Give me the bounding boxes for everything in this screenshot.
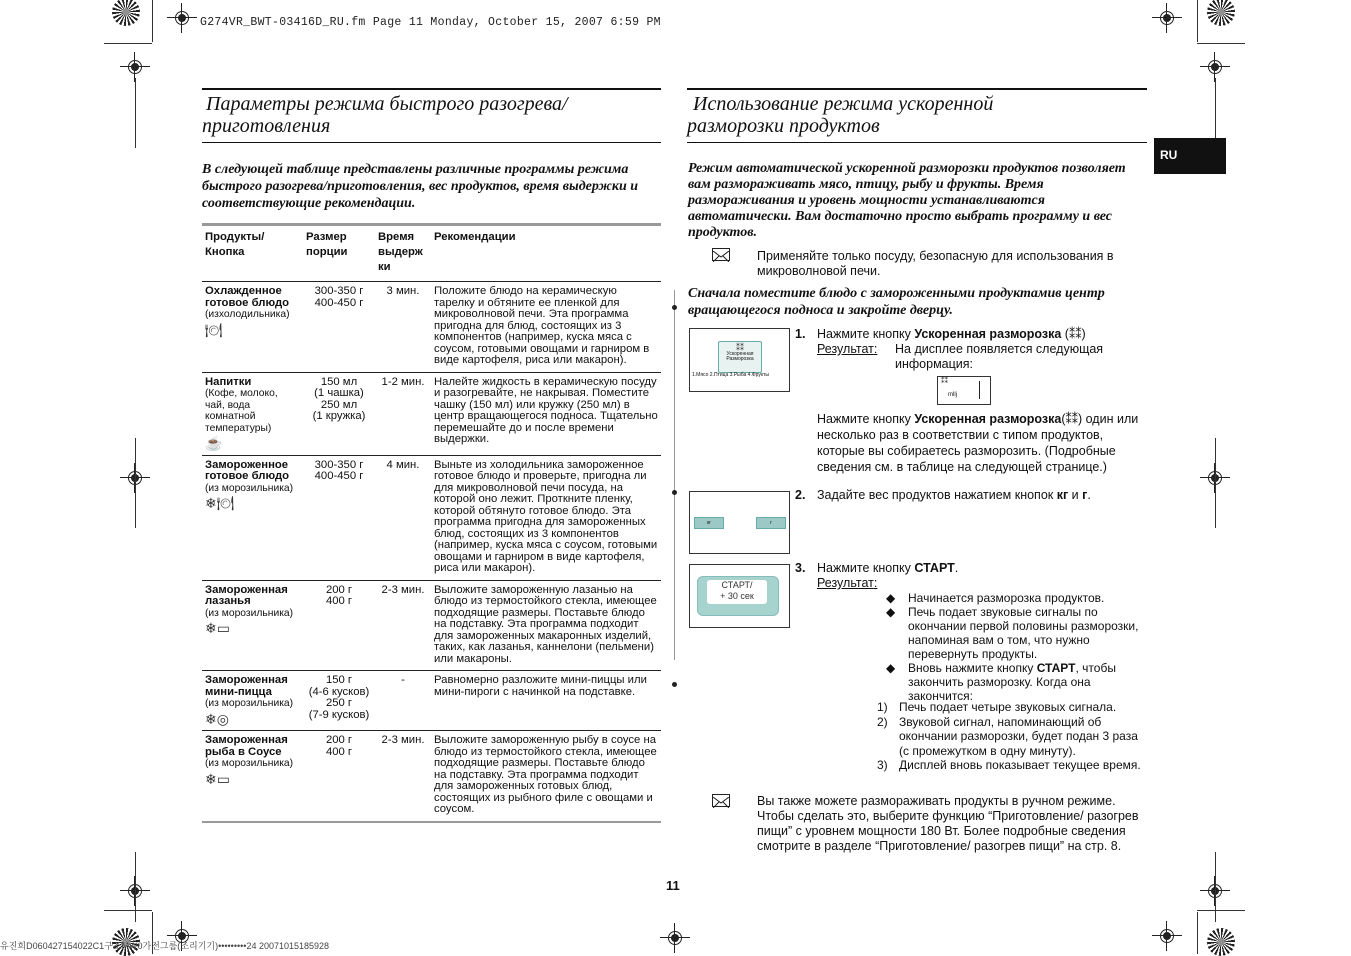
right-title-rule-bottom	[687, 142, 1147, 143]
display-screen	[937, 376, 991, 405]
registration-mark-top-right	[1152, 3, 1182, 33]
cell-recommendation: Выложите замороженную рыбу в соусе на блюдо из термостойкого стекла, имеющее подходящие размеры. Поставьте блюдо на подставку. Эта программа подходит для замороженных готовых блюд, состоящих из рыбного филе с овощами и соусом.	[431, 731, 661, 822]
diamond-bullet-icon: ◆	[886, 591, 896, 605]
note-microwave-safe: Применяйте только посуду, безопасную для использования в микроволновой печи.	[757, 249, 1114, 278]
cell-recommendation: Выложите замороженную лазанью на блюдо из термостойкого стекла, имеющее подходящие размеры. Поставьте блюдо на подставку. Эта программа подходит для замороженных макаронных изделий, таких, как лазанья, каннелони (пельмени) или макароны.	[431, 580, 661, 671]
diamond-bullet-icon: ◆	[886, 661, 896, 675]
crop-line	[1197, 43, 1245, 44]
col-header-product: Продукты/ Кнопка	[202, 225, 303, 282]
crop-line	[152, 0, 153, 42]
cell-time: 4 мин.	[375, 455, 431, 580]
quick-defrost-button-name: Ускоренная разморозка	[914, 327, 1062, 341]
product-note: (Кофе, молоко, чай, вода комнатной температуры)	[205, 388, 278, 434]
cell-recommendation: Налейте жидкость в керамическую посуду и разогревайте, не накрывая. Поместите чашку (150 мл) или кружку (250 мл) в центр вращающегося подноса. Тщательно перемешайте до и после времени выдержки.	[431, 372, 661, 455]
step-3: 3. Нажмите кнопку СТАРТ. Результат:	[795, 561, 959, 590]
footer-code: 유진희D060427154022C1구조MW0가전그룹(조리기기)•••••••••24 20071015185928	[0, 941, 330, 951]
cell-time: -	[375, 671, 431, 731]
left-title: Параметры режима быстрого разогрева/ приготовления	[202, 93, 568, 137]
list-item: 2) Звуковой сигнал, напоминающий об окончании разморозки, будет подан 3 раза (с промежутком в одну минуту).	[877, 714, 1138, 758]
cell-size: 300-350 г 400-450 г	[303, 455, 375, 580]
step-1-result: На дисплее появляется следующая информация:	[895, 342, 1104, 371]
crop-line	[135, 78, 136, 148]
result-label: Результат:	[817, 342, 878, 356]
kg-button-image: кг	[694, 517, 724, 529]
result-label: Результат:	[817, 576, 878, 590]
display-cursor	[979, 381, 980, 399]
col-header-time: Время выдерж ки	[375, 225, 431, 282]
cell-size: 150 г (4-6 кусков) 250 г (7-9 кусков)	[303, 671, 375, 731]
col-header-recommendations: Рекомендации	[431, 225, 661, 282]
diamond-bullet-icon: ◆	[886, 605, 896, 619]
right-title: Использование режима ускоренной разморозки продуктов	[687, 93, 994, 137]
left-intro: В следующей таблице представлены различные программы режима быстрого разогрева/приготовления, вес продуктов, время выдержки и соответствующие рекомендации.	[202, 162, 639, 211]
envelope-icon	[713, 251, 729, 262]
crop-line	[135, 438, 136, 528]
product-name: Напитки	[205, 375, 252, 388]
panel-quick-defrost	[689, 328, 790, 392]
bullet-dot	[672, 490, 677, 495]
center-gutter-line	[674, 290, 675, 660]
product-note: (из морозильника)	[205, 607, 294, 619]
registration-mark-bottom-center	[660, 923, 690, 953]
product-name: Замороженная мини-пицца	[205, 674, 288, 698]
registration-mark-bottom-right	[1152, 921, 1182, 951]
step-3-numbered	[877, 700, 1142, 773]
left-title-rule-bottom	[202, 142, 661, 143]
cell-product	[202, 731, 303, 822]
crop-line	[1215, 438, 1216, 528]
crop-line	[1197, 0, 1198, 42]
product-name: Замороженная лазанья	[205, 583, 288, 607]
crop-line	[104, 43, 152, 44]
mini-pizza-icon: ❄◎	[205, 710, 229, 727]
step-2: 2. Задайте вес продуктов нажатием кнопок кг и г.	[795, 488, 1091, 502]
defrost-icon: ⁑⁑	[736, 343, 744, 352]
start-button-label: СТАРТ/ + 30 сек	[707, 580, 767, 604]
right-title-rule-top	[687, 88, 1147, 90]
table-row	[202, 372, 661, 455]
envelope-icon	[713, 797, 729, 808]
cell-product	[202, 671, 303, 731]
cell-time: 1-2 мин.	[375, 372, 431, 455]
crop-line	[1197, 912, 1198, 954]
cell-time: 2-3 мин.	[375, 731, 431, 822]
quick-reheat-table	[202, 223, 661, 823]
cup-icon: ☕	[205, 435, 223, 451]
cell-recommendation: Равномерно разложите мини-пиццы или мини-пироги с начинкой на подставке.	[431, 671, 661, 731]
product-name: Замороженная рыба в Соусе	[205, 734, 288, 758]
product-note: (из морозильника)	[205, 698, 294, 709]
panel-start	[689, 564, 790, 628]
table-row	[202, 580, 661, 671]
plate-icon: 🍽	[205, 321, 223, 338]
note-icon	[712, 794, 730, 807]
quick-defrost-button-image	[718, 341, 762, 373]
color-target-top-right	[1207, 0, 1235, 26]
crop-line	[104, 910, 152, 911]
g-button-image: г	[756, 517, 786, 529]
quick-defrost-label: Ускоренная Разморозка	[726, 351, 754, 362]
fish-icon: ❄▭	[205, 770, 230, 787]
lasagna-icon: ❄▭	[205, 620, 230, 636]
crop-line	[1215, 852, 1216, 922]
frozen-plate-icon: ❄🍽	[205, 495, 235, 511]
product-note: (из морозильника)	[205, 758, 294, 769]
step-3-bullets	[886, 591, 1141, 703]
crop-line	[1197, 910, 1245, 911]
language-tab-ru: RU	[1154, 138, 1226, 174]
bullet-dot	[672, 305, 677, 310]
right-intro: Режим автоматической ускоренной разморозки продуктов позволяет вам размораживать мясо, птицу, рыбу и фрукты. Время размораживания и уровень мощности устанавливаются автоматически. Вам достаточно просто выбрать программу и вес продуктов.	[688, 161, 1126, 240]
cell-product	[202, 455, 303, 580]
list-item: ◆ Вновь нажмите кнопку СТАРТ, чтобы закончить разморозку. Когда она закончится:	[886, 661, 1116, 703]
table-row	[202, 282, 661, 373]
cell-time: 2-3 мин.	[375, 580, 431, 671]
cell-size: 150 мл (1 чашка) 250 мл (1 кружка)	[303, 372, 375, 455]
table-row	[202, 671, 661, 731]
note-manual-defrost: Вы также можете размораживать продукты в ручном режиме. Чтобы сделать это, выберите функцию “Приготовление/ разогрев пищи” с уровнем мощности 180 Вт. Более подробные сведения смотрите в разделе “Приготовление/ разогрев пищи” на стр. 8.	[757, 794, 1139, 853]
place-dish-instruction: Сначала поместите блюдо с замороженными продуктамив центр вращающегося подноса и закройте дверцу.	[688, 286, 1105, 318]
left-title-rule-top	[202, 88, 661, 90]
cell-size: 200 г 400 г	[303, 731, 375, 822]
list-item: 1) Печь подает четыре звуковых сигнала.	[877, 700, 1117, 714]
note-icon	[712, 248, 730, 261]
product-note: (из морозильника)	[205, 482, 294, 494]
product-note: (изхолодильника)	[205, 309, 290, 320]
cell-recommendation: Положите блюдо на керамическую тарелку и обтяните ее пленкой для микроволновой печи. Эта программа пригодна для блюд, состоящих из 3 компонентов (например, куска мяса с соусом, готовыми овощами и гарниром в виде картофеля, риса или макарон).	[431, 282, 661, 373]
cell-size: 300-350 г 400-450 г	[303, 282, 375, 373]
bullet-dot	[672, 682, 677, 687]
page-number: 11	[666, 878, 680, 893]
list-item: ◆ Начинается разморозка продуктов.	[886, 591, 1105, 605]
file-header: G274VR_BWT-03416D_RU.fm Page 11 Monday, October 15, 2007 6:59 PM	[200, 16, 661, 29]
cell-time: 3 мин.	[375, 282, 431, 373]
cell-product	[202, 372, 303, 455]
display-readout: mllj	[948, 392, 957, 398]
table-header-row	[202, 225, 661, 282]
defrost-indicator-icon: ⁑⁑	[941, 378, 948, 385]
crop-line	[135, 852, 136, 922]
list-item: ◆ Печь подает звуковые сигналы по окончании первой половины разморозки, напоминая вам о том, что нужно перевернуть продукты.	[886, 605, 1139, 661]
panel-weight	[689, 491, 790, 554]
color-target-top-left	[112, 0, 140, 26]
defrost-options: 1.Мясо 2.Птица 3.Рыба 4.Фрукты	[692, 372, 769, 378]
cell-size: 200 г 400 г	[303, 580, 375, 671]
cell-product	[202, 580, 303, 671]
color-target-bottom-right	[1207, 928, 1235, 956]
table-row	[202, 455, 661, 580]
cell-product	[202, 282, 303, 373]
step-1-number: 1.	[795, 327, 806, 341]
table-row	[202, 731, 661, 822]
list-item: 3) Дисплей вновь показывает текущее время.	[877, 758, 1141, 772]
col-header-size: Размер порции	[303, 225, 375, 282]
step-1: 1. Нажмите кнопку Ускоренная разморозка (⁑⁑) Результат: На дисплее появляется следующая информация:	[795, 327, 1150, 372]
step-1-more: Нажмите кнопку Ускоренная разморозка(⁑⁑) один или несколько раз в соответствии с типом продуктов, которые вы собираетесь разморозить. (Подробные сведения см. в таблице на следующей странице.)	[817, 412, 1139, 474]
cell-recommendation: Выньте из холодильника замороженное готовое блюдо и проверьте, пригодна ли для микроволновой печи посуда, на которой оно лежит. Проткните пленку, которой обтянуто готовое блюдо. Эта программа пригодна для замороженных блюд, состоящих из 3 компонентов (например, куска мяса с соусом, готовыми овощами и гарниром в виде картофеля, риса или макарон).	[431, 455, 661, 580]
registration-mark-top-left	[167, 3, 197, 33]
product-name: Охлажденное готовое блюдо	[205, 285, 290, 309]
product-name: Замороженное готовое блюдо	[205, 458, 290, 482]
